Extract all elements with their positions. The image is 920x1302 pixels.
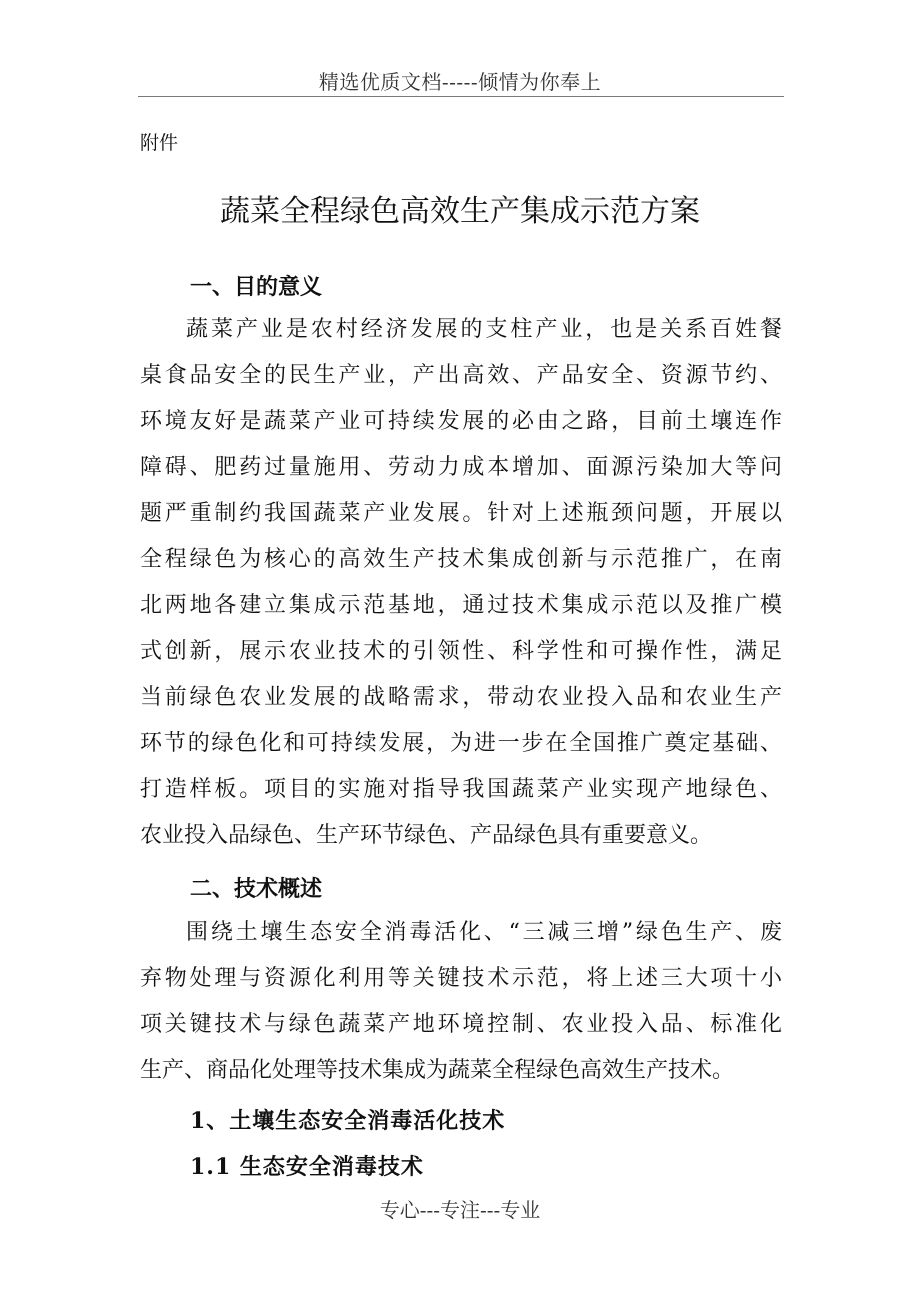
paragraph-line: 蔬菜产业是农村经济发展的支柱产业，也是关系百姓餐	[186, 317, 782, 342]
paragraph-line: 北两地各建立集成示范基地，通过技术集成示范以及推广模	[140, 593, 782, 618]
paragraph-line: 环境友好是蔬菜产业可持续发展的必由之路，目前土壤连作	[140, 409, 782, 434]
paragraph-line: 当前绿色农业发展的战略需求，带动农业投入品和农业生产	[140, 685, 782, 710]
subsection-heading-soil: 1、土壤生态安全消毒活化技术	[190, 1108, 506, 1134]
paragraph-line: 桌食品安全的民生产业，产出高效、产品安全、资源节约、	[140, 363, 782, 388]
section-body-purpose	[140, 307, 782, 859]
paragraph-line: 障碍、肥药过量施用、劳动力成本增加、面源污染加大等问	[140, 455, 782, 480]
subsection-heading-disinfection: 1.1 生态安全消毒技术	[190, 1154, 424, 1180]
document-title: 蔬菜全程绿色高效生产集成示范方案	[220, 194, 700, 229]
section-heading-purpose: 一、目的意义	[190, 275, 323, 300]
section-body-tech-overview	[140, 910, 782, 1094]
attachment-label: 附件	[140, 132, 179, 154]
paragraph-line: 全程绿色为核心的高效生产技术集成创新与示范推广，在南	[140, 547, 782, 572]
paragraph-line: 环节的绿色化和可持续发展，为进一步在全国推广奠定基础、	[140, 731, 782, 756]
paragraph-line: 项关键技术与绿色蔬菜产地环境控制、农业投入品、标准化	[140, 1012, 782, 1037]
paragraph-line: 围绕土壤生态安全消毒活化、“三减三增”绿色生产、废	[186, 920, 782, 945]
page-header: 精选优质文档-----倾情为你奉上	[318, 70, 602, 94]
paragraph-line: 题严重制约我国蔬菜产业发展。针对上述瓶颈问题，开展以	[140, 501, 782, 526]
paragraph-line: 弃物处理与资源化利用等关键技术示范，将上述三大项十小	[140, 966, 782, 991]
paragraph-line: 生产、商品化处理等技术集成为蔬菜全程绿色高效生产技术。	[140, 1058, 735, 1083]
paragraph-line: 农业投入品绿色、生产环节绿色、产品绿色具有重要意义。	[140, 823, 713, 848]
paragraph-line: 式创新，展示农业技术的引领性、科学性和可操作性，满足	[140, 639, 782, 664]
paragraph-line: 打造样板。项目的实施对指导我国蔬菜产业实现产地绿色、	[140, 777, 782, 802]
section-heading-tech-overview: 二、技术概述	[190, 877, 323, 902]
page-footer: 专心---专注---专业	[379, 1198, 541, 1222]
header-divider	[138, 96, 784, 97]
